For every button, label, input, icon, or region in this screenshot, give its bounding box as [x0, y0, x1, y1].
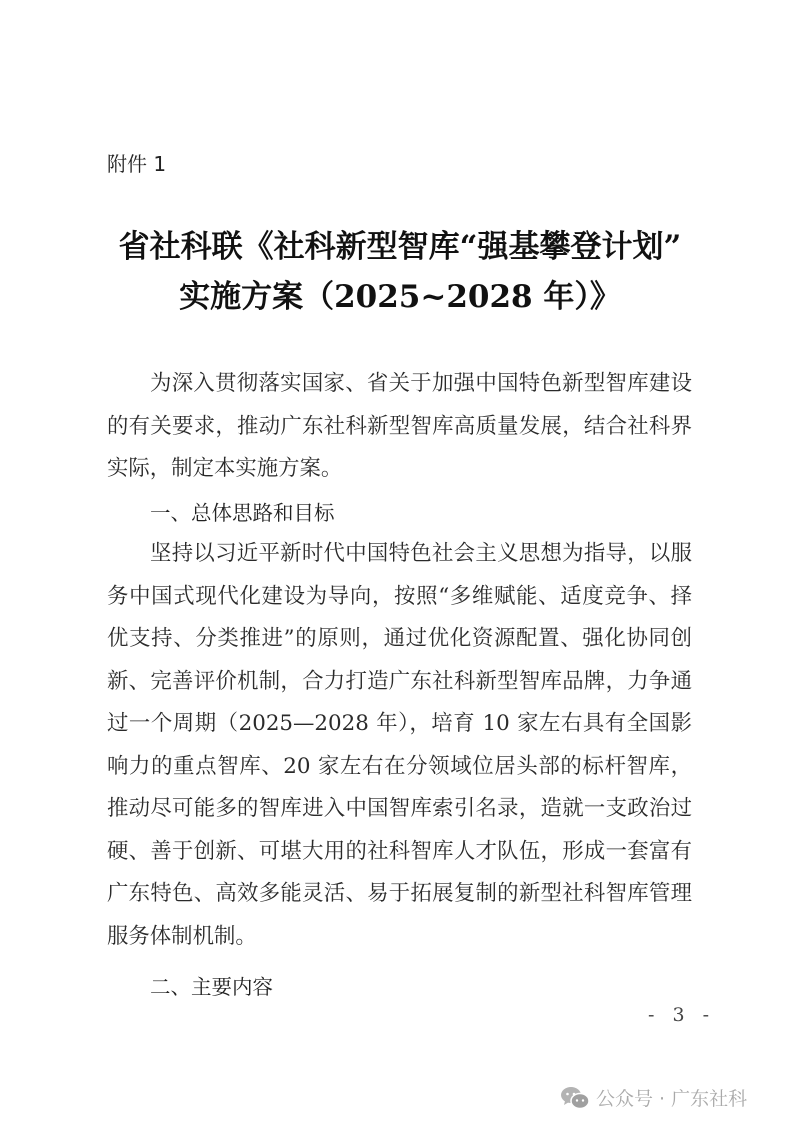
title-line-1: 省社科联《社科新型智库“强基攀登计划” — [118, 229, 682, 265]
document-title — [100, 222, 700, 322]
page-number: - 3 - — [648, 1004, 716, 1026]
intro-paragraph: 为深入贯彻落实国家、省关于加强中国特色新型智库建设的有关要求，推动广东社科新型智库高质量发展，结合社科界实际，制定本实施方案。 — [107, 371, 692, 481]
section-heading-2: 二、主要内容 — [150, 975, 273, 999]
title-line-2: 实施方案（2025~2028 年）》 — [179, 279, 621, 315]
section-heading-1: 一、总体思路和目标 — [150, 501, 335, 525]
intro-paragraph-block — [107, 363, 692, 491]
section-1-paragraph: 坚持以习近平新时代中国特色社会主义思想为指导，以服务中国式现代化建设为导向，按照“多维赋能、适度竞争、择优支持、分类推进”的原则，通过优化资源配置、强化协同创新、完善评价机制，合力打造广东社科新型智库品牌，力争通过一个周期（2025—2028 年），培育 10 家左右具有全国影响力的重点智库、20 家左右在分领域位居头部的标杆智库，推动尽可能多的智库进入中国智库索引名录，造就一支政治过硬、善于创新、可堪大用的社科智库人才队伍，形成一套富有广东特色、高效多能灵活、易于拓展复制的新型社科智库管理服务体制机制。 — [107, 541, 692, 949]
watermark-text: 公众号 · 广东社科 — [596, 1088, 748, 1110]
section-1-paragraph-block — [107, 533, 692, 958]
attachment-label: 附件 1 — [107, 152, 167, 176]
watermark — [560, 1084, 747, 1111]
wechat-icon — [560, 1086, 590, 1110]
